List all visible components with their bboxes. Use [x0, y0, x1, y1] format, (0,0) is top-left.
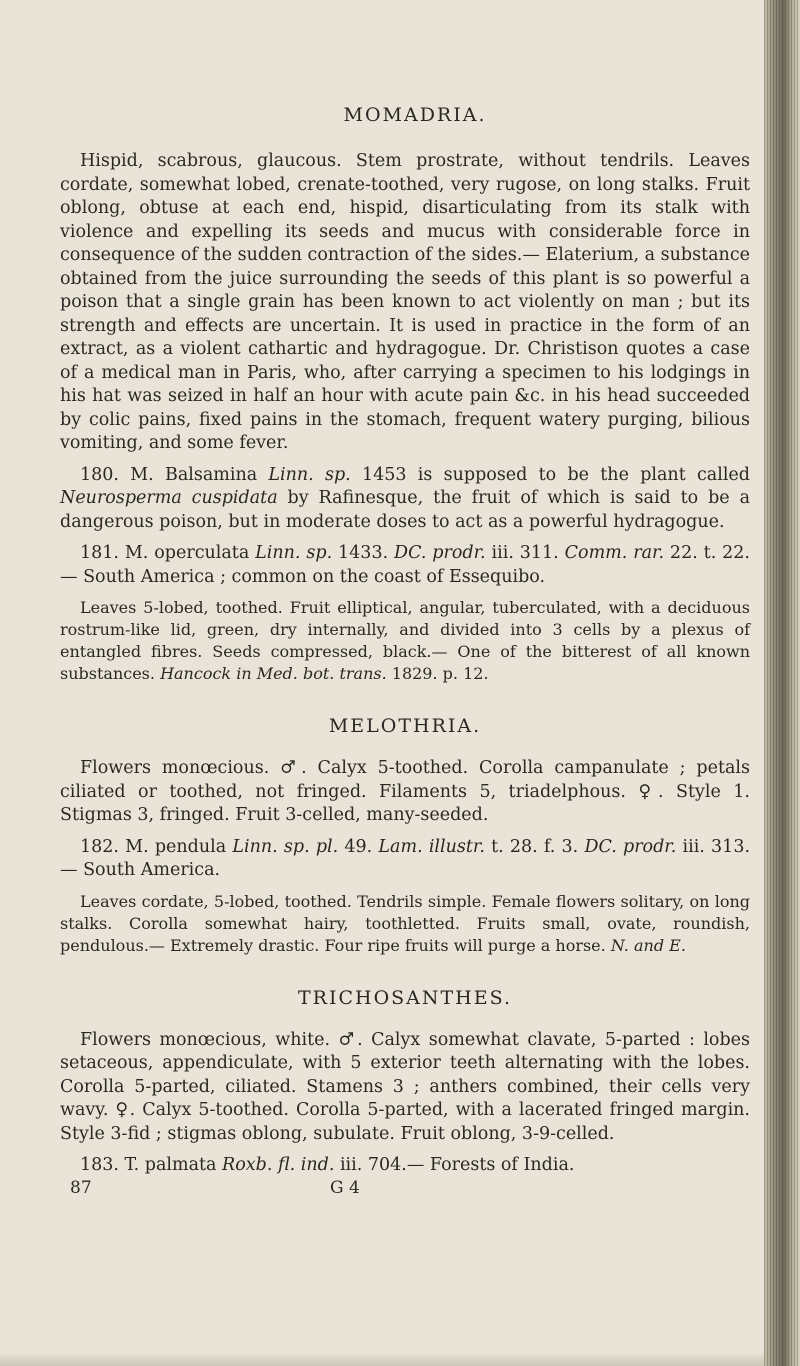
bottom-edge-shadow: [0, 1352, 764, 1366]
page-number: 87: [70, 1177, 92, 1198]
page-footer: [60, 1178, 750, 1198]
genus-title-momadria: MOMADRIA.: [343, 104, 487, 126]
entry-182-description: Leaves cordate, 5-lobed, toothed. Tendrils simple. Female flowers solitary, on long stalks. Corolla somewhat hairy, toothletted. Fruits small, ovate, roundish, pendulous.— Extremely drastic. Four ripe fruits will purge a horse. N. and E.: [60, 891, 750, 955]
entry-180: 180. M. Balsamina Linn. sp. 1453 is supposed to be the plant called Neurosperma cuspidata by Rafinesque, the fruit of which is said to be a dangerous poison, but in moderate doses to act as a powerful hydragogue.: [60, 464, 750, 532]
page-edge-shadow: [764, 0, 800, 1366]
trichosanthes-description: Flowers monœcious, white. ♂. Calyx somewhat clavate, 5-parted : lobes setaceous, appendiculate, with 5 exterior teeth alternating with the lobes. Corolla 5-parted, ciliated. Stamens 3 ; anthers combined, their cells very wavy. ♀. Calyx 5-toothed. Corolla 5-parted, with a lacerated fringed margin. Style 3-fid ; stigmas oblong, subulate. Fruit oblong, 3-9-celled.: [60, 1029, 750, 1144]
melothria-description: Flowers monœcious. ♂. Calyx 5-toothed. Corolla campanulate ; petals ciliated or toothed, not fringed. Filaments 5, triadelphous. ♀. Style 1. Stigmas 3, fringed. Fruit 3-celled, many-seeded.: [60, 758, 750, 825]
book-page: [60, 104, 750, 1198]
genus-title-trichosanthes: TRICHOSANTHES.: [297, 986, 513, 1009]
entry-181: 181. M. operculata Linn. sp. 1433. DC. prodr. iii. 311. Comm. rar. 22. t. 22.— South America ; common on the coast of Essequibo.: [60, 543, 750, 587]
entry-183: 183. T. palmata Roxb. fl. ind. iii. 704.— Forests of India.: [80, 1155, 575, 1175]
entry-182: 182. M. pendula Linn. sp. pl. 49. Lam. illustr. t. 28. f. 3. DC. prodr. iii. 313.— South America.: [60, 836, 751, 880]
entry-181-description: Leaves 5-lobed, toothed. Fruit elliptical, angular, tuberculated, with a deciduous rostrum-like lid, green, dry internally, and divided into 3 cells by a plexus of entangled fibres. Seeds compressed, black.— One of the bitterest of all known substances. Hancock in Med. bot. trans. 1829. p. 12.: [60, 598, 750, 683]
genus-title-melothria: MELOTHRIA.: [328, 715, 482, 737]
momadria-description: Hispid, scabrous, glaucous. Stem prostrate, without tendrils. Leaves cordate, somewhat lobed, crenate-toothed, very rugose, on long stalks. Fruit oblong, obtuse at each end, hispid, disarticulating from its stalk with violence and expelling its seeds and mucus with considerable force in consequence of the sudden contraction of the sides.— Elaterium, a substance obtained from the juice surrounding the seeds of this plant is so powerful a poison that a single grain has been known to act violently on man ; but its strength and effects are uncertain. It is used in practice in the form of an extract, as a violent cathartic and hydragogue. Dr. Christison quotes a case of a medical man in Paris, who, after carrying a specimen to his lodgings in his hat was seized in half an hour with acute pain &c. in his head succeeded by colic pains, fixed pains in the stomach, frequent watery purging, bilious vomiting, and some fever.: [60, 151, 750, 453]
signature-mark: G 4: [330, 1177, 360, 1198]
